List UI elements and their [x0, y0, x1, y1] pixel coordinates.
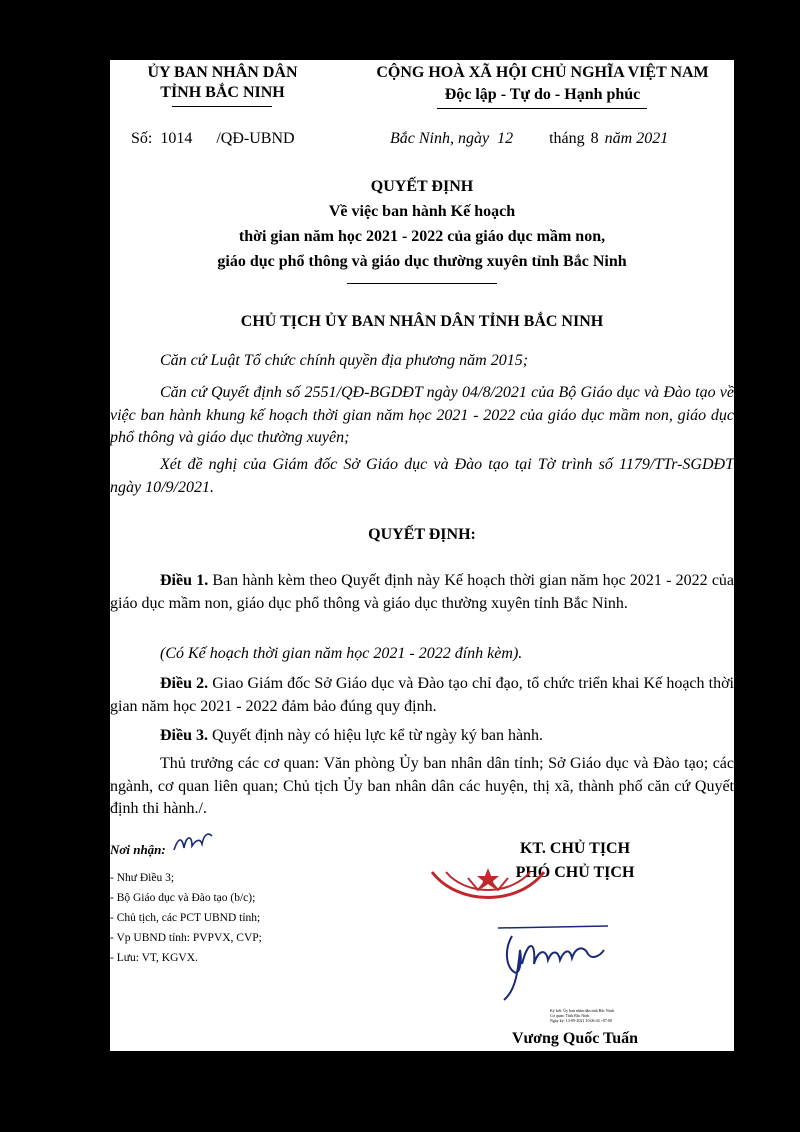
issuer-underline — [172, 106, 272, 107]
article-1-text: Ban hành kèm theo Quyết định này Kế hoạch thời gian năm học 2021 - 2022 của giáo dục mầm non, giáo dục phổ thông và giáo dục thường xuyên tỉnh Bắc Ninh. — [110, 572, 734, 612]
date-place: Bắc Ninh, ngày — [390, 130, 490, 147]
digital-signature-info — [550, 1008, 614, 1023]
recipients-label: Nơi nhận: — [110, 842, 166, 857]
doc-title-line3: giáo dục phổ thông và giáo dục thường xuyên tỉnh Bắc Ninh — [217, 253, 627, 270]
recipient-item: - Chủ tịch, các PCT UBND tỉnh; — [110, 912, 261, 924]
signer-title-1: KT. CHỦ TỊCH — [519, 840, 631, 857]
digital-sign-line: Ký bởi: Ủy ban nhân dân tỉnh Bắc Ninh — [550, 1008, 614, 1013]
decision-heading: QUYẾT ĐỊNH: — [368, 526, 476, 543]
national-motto: Độc lập - Tự do - Hạnh phúc — [444, 86, 641, 103]
executors-paragraph: Thủ trưởng các cơ quan: Văn phòng Ủy ban nhân dân tỉnh; Sở Giáo dục và Đào tạo; các ngành, cơ quan liên quan; Chủ tịch Ủy ban nhân dân các huyện, thị xã, thành phố căn cứ Quyết định thi hành./. — [110, 755, 734, 817]
article-3-text: Quyết định này có hiệu lực kể từ ngày ký ban hành. — [212, 727, 544, 744]
doc-number — [131, 130, 295, 148]
article-2 — [110, 673, 734, 718]
title-underline — [347, 283, 497, 284]
date-day: 12 — [497, 130, 514, 147]
basis-2: Căn cứ Quyết định số 2551/QĐ-BGDĐT ngày 04/8/2021 của Bộ Giáo dục và Đào tạo về việc ban hành khung kế hoạch thời gian năm học 2021 - 2022 của giáo dục mầm non, giáo dục phổ thông và giáo dục thường xuyên; — [110, 384, 734, 446]
digital-sign-line: Cơ quan: Tỉnh Bắc Ninh — [550, 1013, 590, 1018]
recipient-item: - Như Điều 3; — [110, 872, 175, 884]
digital-sign-line: Ngày ký: 13-09-2021 10:06:34 +07:00 — [550, 1018, 613, 1023]
date-year: 2021 — [636, 130, 669, 147]
authority-heading: CHỦ TỊCH ỦY BAN NHÂN DÂN TỈNH BẮC NINH — [240, 313, 604, 330]
signer-title-2: PHÓ CHỦ TỊCH — [515, 864, 635, 881]
article-3 — [110, 725, 734, 748]
basis-3: Xét đề nghị của Giám đốc Sở Giáo dục và Đào tạo tại Tờ trình số 1179/TTr-SGDĐT ngày 10/9/2021. — [110, 456, 734, 496]
doc-number-value: 1014 — [160, 130, 193, 147]
doc-title-heading: QUYẾT ĐỊNH — [370, 178, 474, 195]
recipient-item: - Bộ Giáo dục và Đào tạo (b/c); — [110, 892, 256, 904]
recipient-item: - Vp UBND tỉnh: PVPVX, CVP; — [110, 932, 262, 944]
doc-number-prefix: Số: — [131, 130, 153, 147]
handwritten-signature-icon — [492, 920, 612, 1004]
article-2-text: Giao Giám đốc Sở Giáo dục và Đào tạo chỉ đạo, tổ chức triển khai Kế hoạch thời gian năm học 2021 - 2022 đảm bảo đúng quy định. — [110, 675, 734, 715]
issuer-name-line1: ỦY BAN NHÂN DÂN — [147, 64, 298, 81]
document-page — [110, 60, 734, 1051]
basis-1: Căn cứ Luật Tổ chức chính quyền địa phương năm 2015; — [160, 352, 529, 369]
date-year-label: năm — [604, 130, 633, 147]
official-seal-icon — [428, 866, 548, 912]
article-2-label: Điều 2. — [160, 675, 209, 692]
date-month-label: tháng — [549, 130, 585, 147]
date-month: 8 — [590, 130, 599, 147]
doc-title-line2: thời gian năm học 2021 - 2022 của giáo dục mầm non, — [238, 228, 606, 245]
signer-name: Vương Quốc Tuấn — [511, 1030, 639, 1047]
initials-scribble-icon — [172, 830, 216, 856]
motto-underline — [437, 108, 647, 109]
national-title: CỘNG HOÀ XÃ HỘI CHỦ NGHĨA VIỆT NAM — [376, 64, 709, 81]
article-1-note: (Có Kế hoạch thời gian năm học 2021 - 2022 đính kèm). — [160, 645, 523, 662]
doc-title-line1: Về việc ban hành Kế hoạch — [328, 203, 516, 220]
recipient-item: - Lưu: VT, KGVX. — [110, 952, 198, 964]
article-3-label: Điều 3. — [160, 727, 208, 744]
issuer-name-line2: TỈNH BẮC NINH — [160, 84, 285, 101]
doc-number-suffix: /QĐ-UBND — [216, 130, 295, 147]
doc-date — [390, 130, 668, 148]
article-1-label: Điều 1. — [160, 572, 209, 589]
article-1 — [110, 570, 734, 615]
